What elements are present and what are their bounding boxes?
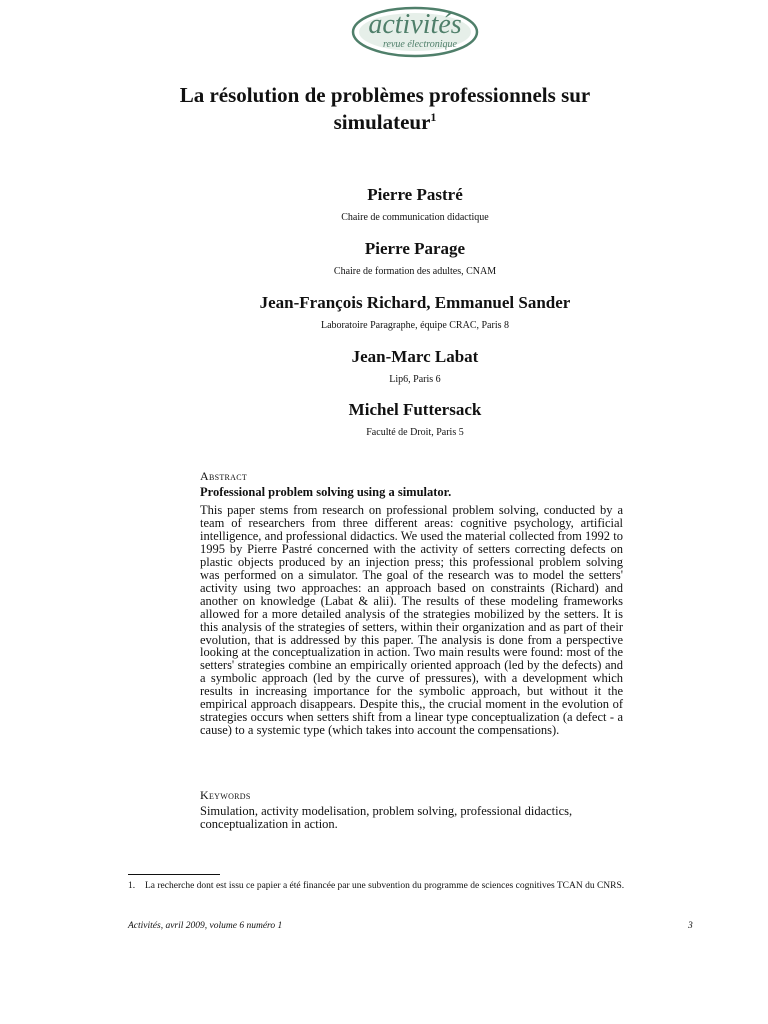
logo-subtitle: revue électronique (383, 39, 457, 50)
page-number: 3 (688, 921, 693, 931)
author-block (120, 399, 710, 440)
footnote-text: La recherche dont est issu ce papier a été financée par une subvention du programme de sciences cognitives TCAN du CNRS. (145, 881, 625, 891)
author-name: Michel Futtersack (348, 400, 482, 419)
journal-logo (350, 2, 480, 60)
footnote-number: 1. (128, 881, 136, 891)
footer-citation: Activités, avril 2009, volume 6 numéro 1 (128, 921, 283, 931)
author-name: Pierre Parage (364, 239, 466, 258)
paper-title (150, 82, 620, 136)
author-affiliation: Chaire de formation des adultes, CNAM (333, 266, 497, 277)
footnote-divider (128, 874, 220, 875)
author-block (120, 184, 710, 225)
journal-logo-graphic (350, 2, 480, 60)
keywords-text: Simulation, activity modelisation, problem solving, professional didactics, conceptualization in action. (200, 804, 573, 831)
keywords-section (200, 788, 623, 831)
abstract-heading: Abstract (200, 469, 248, 483)
logo-word: activités (368, 9, 462, 40)
paper-title-text: La résolution de problèmes professionnels sur simulateur (179, 83, 591, 134)
author-block (120, 238, 710, 279)
author-name: Jean-Marc Labat (351, 347, 479, 366)
footnote (128, 880, 700, 893)
author-affiliation: Laboratoire Paragraphe, équipe CRAC, Paris 8 (320, 320, 509, 331)
author-affiliation: Lip6, Paris 6 (389, 374, 441, 385)
author-block (120, 346, 710, 387)
author-block (120, 292, 710, 333)
author-name: Pierre Pastré (367, 185, 463, 204)
abstract-text: This paper stems from research on professional problem solving, conducted by a team of researchers from three different areas: cognitive psychology, artificial intelligence, and professional didactics. We used the material collected from 1992 to 1995 by Pierre Pastré concerned with the activity of setters correcting defects on plastic objects produced by an injection press; this professional problem solving was performed on a simulator. The goal of the research was to model the setters' activity using two approaches: an approach based on constraints (Richard) and another on knowledge (Labat & alii). The results of these modeling frameworks allowed for a more detailed analysis of the strategies mobilized by the setters. It is this analysis of the strategies of setters, within their organization and as part of their evolution, that is addressed by this paper. The analysis is done from a perspective looking at the conceptualization in action. Two main results were found: most of the setters' strategies combine an empirically oriented approach (led by the defects) and a symbolic approach (led by the curve of pressures), with a development which results in increasing importance for the symbolic approach, but without it the empirical approach disappears. Despite this,, the crucial moment in the evolution of strategies occurs when setters shift from a linear type conceptualization (a defect - a cause) to a systemic type (which takes into account the compensations). (200, 503, 623, 738)
author-affiliation: Faculté de Droit, Paris 5 (366, 427, 464, 438)
title-footnote-mark: 1 (430, 110, 437, 124)
abstract-title: Professional problem solving using a simulator. (200, 485, 452, 499)
abstract-section (200, 469, 623, 737)
author-name: Jean-François Richard, Emmanuel Sander (259, 293, 571, 312)
author-affiliation: Chaire de communication didactique (341, 212, 489, 223)
keywords-heading: Keywords (200, 788, 251, 802)
